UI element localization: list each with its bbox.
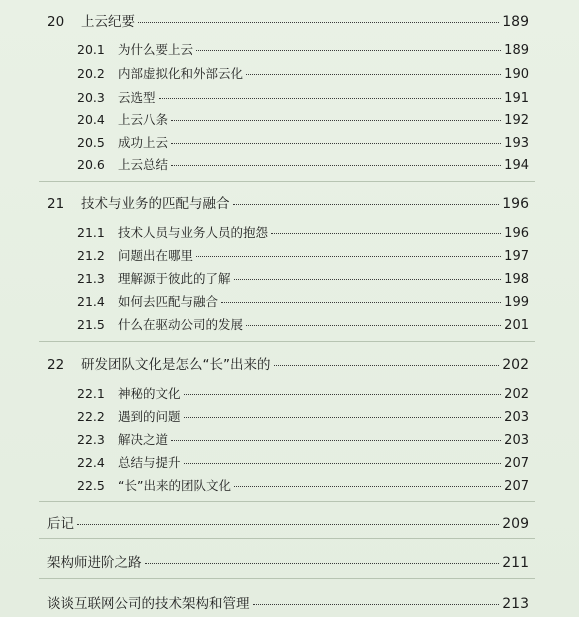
toc-entry-tech-architecture[interactable]: [47, 592, 529, 612]
section-title: 什么在驱动公司的发展: [118, 317, 244, 332]
section-number: 20.5: [77, 135, 105, 150]
page-number: 194: [504, 158, 529, 173]
chapter-title: 上云纪要: [81, 14, 135, 30]
section-title: 问题出在哪里: [118, 248, 194, 263]
section-divider: [39, 538, 535, 539]
page-number: 209: [502, 516, 529, 532]
section-title: 如何去匹配与融合: [118, 294, 219, 309]
section-title: 神秘的文化: [118, 386, 181, 401]
section-title: 理解源于彼此的了解: [118, 271, 231, 286]
section-number: 22.2: [77, 409, 105, 424]
dot-leader: [246, 325, 501, 326]
dot-leader: [274, 365, 500, 366]
page-number: 196: [502, 196, 529, 212]
page-number: 191: [504, 91, 529, 106]
section-number: 21.5: [77, 317, 105, 332]
entry-title: 架构师进阶之路: [47, 555, 142, 571]
section-title: 内部虚拟化和外部云化: [118, 66, 244, 81]
page-number: 193: [504, 136, 529, 151]
toc-entry-afterword[interactable]: [47, 512, 529, 532]
chapter-title: 研发团队文化是怎么“长”出来的: [81, 357, 271, 373]
page-number: 213: [502, 596, 529, 612]
dot-leader: [171, 143, 501, 144]
section-title: 解决之道: [118, 432, 169, 447]
dot-leader: [233, 204, 500, 205]
page-number: 207: [504, 479, 529, 494]
page-number: 196: [504, 226, 529, 241]
page-number: 202: [502, 357, 529, 373]
section-title: 成功上云: [118, 135, 169, 150]
toc-section-22-4[interactable]: [77, 453, 529, 471]
entry-title: 谈谈互联网公司的技术架构和管理: [47, 596, 250, 612]
page-number: 197: [504, 249, 529, 264]
section-divider: [39, 181, 535, 182]
page-number: 211: [502, 555, 529, 571]
dot-leader: [234, 486, 501, 487]
page-number: 201: [504, 318, 529, 333]
toc-section-22-1[interactable]: [77, 384, 529, 402]
toc-chapter-21[interactable]: [47, 192, 529, 212]
entry-title: 后记: [47, 516, 74, 532]
page-number: 207: [504, 456, 529, 471]
section-number: 22.1: [77, 386, 105, 401]
page-number: 198: [504, 272, 529, 287]
section-title: 云选型: [118, 90, 156, 105]
page-number: 190: [504, 67, 529, 82]
chapter-title: 技术与业务的匹配与融合: [81, 196, 230, 212]
dot-leader: [271, 233, 501, 234]
toc-section-20-5[interactable]: [77, 133, 529, 151]
toc-section-21-1[interactable]: [77, 223, 529, 241]
toc-section-22-2[interactable]: [77, 407, 529, 425]
section-title: 遇到的问题: [118, 409, 181, 424]
section-divider: [39, 501, 535, 502]
toc-chapter-20[interactable]: [47, 10, 529, 30]
dot-leader: [234, 279, 502, 280]
page-number: 203: [504, 433, 529, 448]
section-title: 为什么要上云: [118, 42, 194, 57]
chapter-number: 20: [47, 14, 65, 30]
section-number: 20.1: [77, 42, 105, 57]
page-number: 203: [504, 410, 529, 425]
section-title: 技术人员与业务人员的抱怨: [118, 225, 269, 240]
dot-leader: [145, 563, 500, 564]
page-number: 189: [502, 14, 529, 30]
page-number: 189: [504, 43, 529, 58]
dot-leader: [77, 524, 499, 525]
toc-entry-architect-path[interactable]: [47, 551, 529, 571]
section-number: 20.6: [77, 157, 105, 172]
section-title: 上云八条: [118, 112, 169, 127]
section-number: 20.4: [77, 112, 105, 127]
dot-leader: [138, 22, 499, 23]
section-number: 22.5: [77, 478, 105, 493]
toc-section-21-5[interactable]: [77, 315, 529, 333]
dot-leader: [246, 74, 501, 75]
section-number: 21.4: [77, 294, 105, 309]
toc-section-21-2[interactable]: [77, 246, 529, 264]
page-number: 199: [504, 295, 529, 310]
dot-leader: [196, 50, 501, 51]
section-title: 总结与提升: [118, 455, 181, 470]
toc-section-22-5[interactable]: [77, 476, 529, 494]
toc-section-20-6[interactable]: [77, 155, 529, 173]
dot-leader: [171, 440, 501, 441]
dot-leader: [196, 256, 501, 257]
section-number: 22.4: [77, 455, 105, 470]
dot-leader: [171, 165, 501, 166]
chapter-number: 22: [47, 357, 65, 373]
toc-section-20-3[interactable]: [77, 88, 529, 106]
toc-section-20-2[interactable]: [77, 64, 529, 82]
dot-leader: [221, 302, 501, 303]
section-divider: [39, 341, 535, 342]
toc-section-20-4[interactable]: [77, 110, 529, 128]
toc-section-22-3[interactable]: [77, 430, 529, 448]
toc-section-20-1[interactable]: [77, 40, 529, 58]
toc-section-21-3[interactable]: [77, 269, 529, 287]
chapter-number: 21: [47, 196, 65, 212]
section-divider: [39, 578, 535, 579]
dot-leader: [184, 463, 502, 464]
dot-leader: [159, 98, 502, 99]
toc-chapter-22[interactable]: [47, 353, 529, 373]
page-number: 192: [504, 113, 529, 128]
dot-leader: [253, 604, 500, 605]
section-title: 上云总结: [118, 157, 169, 172]
section-title: “长”出来的团队文化: [118, 478, 231, 493]
section-number: 21.2: [77, 248, 105, 263]
section-number: 20.2: [77, 66, 105, 81]
section-number: 20.3: [77, 90, 105, 105]
section-number: 22.3: [77, 432, 105, 447]
dot-leader: [184, 394, 502, 395]
dot-leader: [184, 417, 502, 418]
dot-leader: [171, 120, 501, 121]
section-number: 21.3: [77, 271, 105, 286]
page-number: 202: [504, 387, 529, 402]
toc-section-21-4[interactable]: [77, 292, 529, 310]
section-number: 21.1: [77, 225, 105, 240]
